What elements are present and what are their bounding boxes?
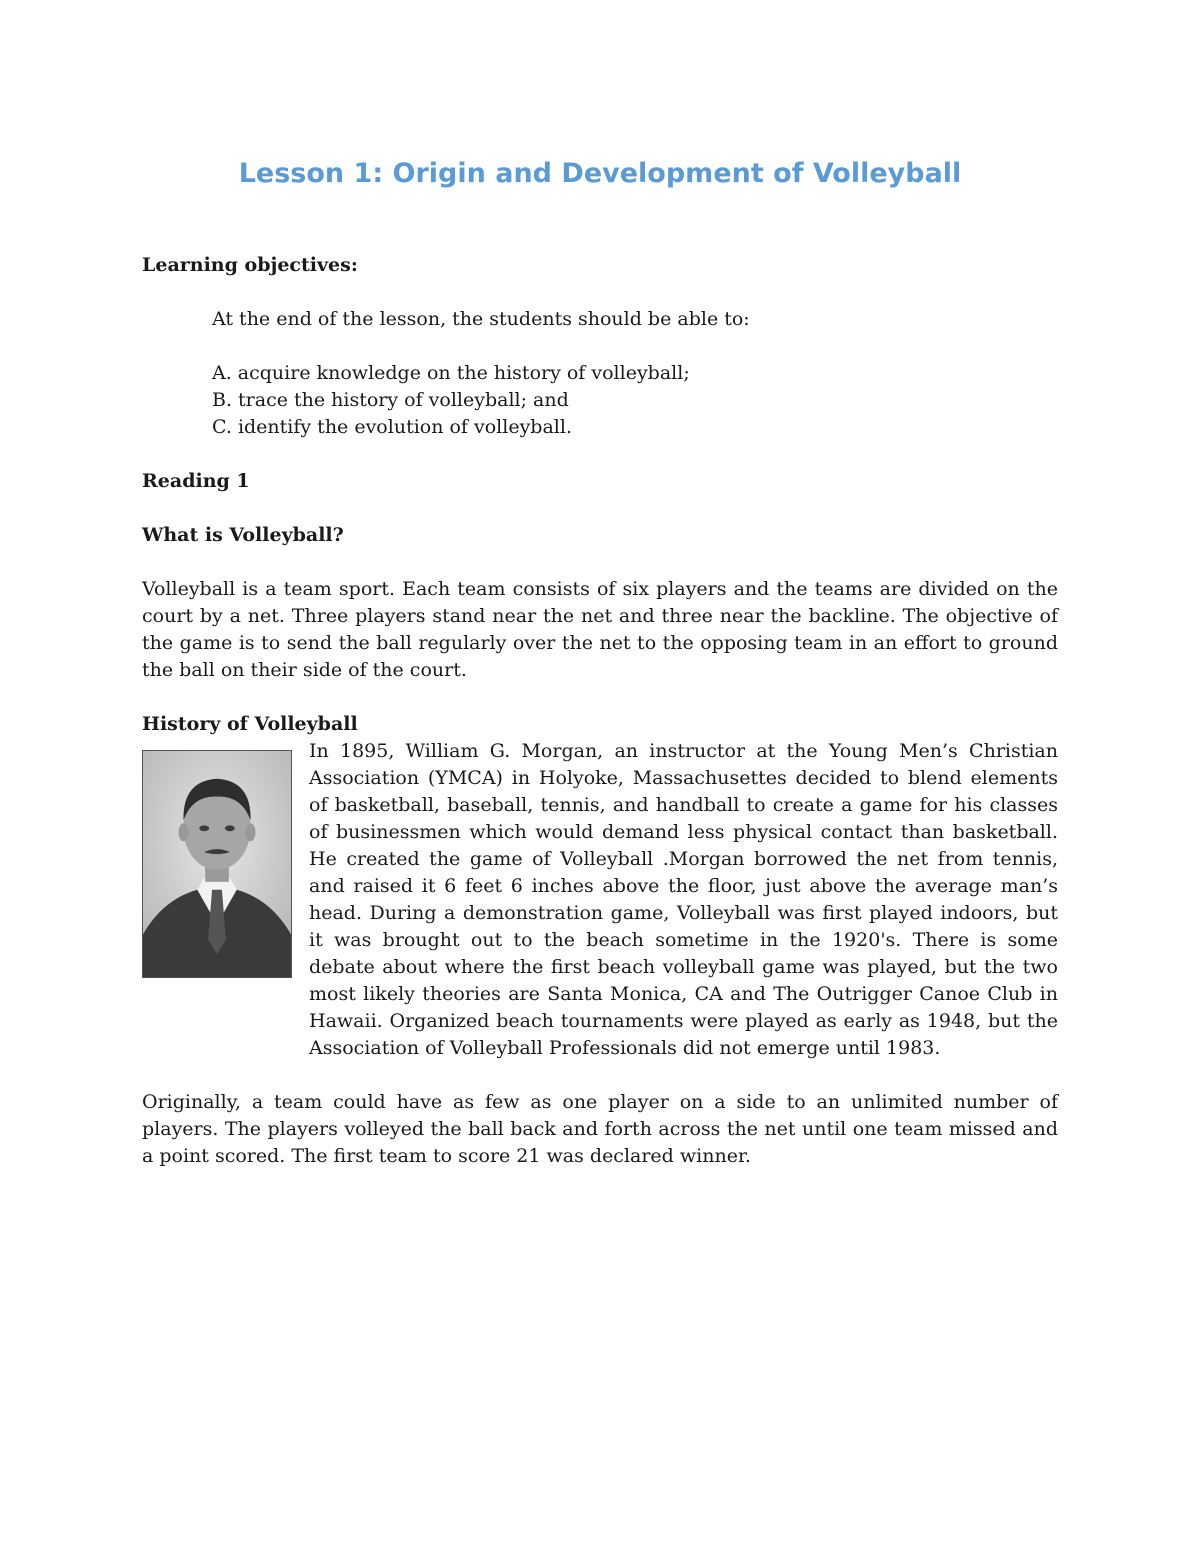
history-paragraph: In 1895, William G. Morgan, an instructor at the Young Men’s Christian Association (YMCA) in Holyoke, Massachusettes decided to blend elements of basketball, baseball, tennis, and handball to create a game for his classes of businessmen which would demand less physical contact than basketball. He created the game of Volleyball .Morgan borrowed the net from tennis, and raised it 6 feet 6 inches above the floor, just above the average man’s head. During a demonstration game, Volleyball was first played indoors, but it was brought out to the beach sometime in the 1920's. There is some debate about where the first beach volleyball game was played, but the two most likely theories are Santa Monica, CA and The Outrigger Canoe Club in Hawaii. Organized beach tournaments were played as early as 1948, but the Association of Volleyball Professionals did not emerge until 1983. [309, 740, 1058, 1059]
history-closing-paragraph: Originally, a team could have as few as one player on a side to an unlimited number of players. The players volleyed the ball back and forth across the net until one team missed and a point scored. The first team to score 21 was declared winner. [142, 1091, 1058, 1167]
document-body [142, 252, 1058, 1170]
history-section [142, 738, 1058, 1062]
portrait-image [143, 751, 291, 977]
objectives-list [142, 360, 1058, 441]
objective-item: C. identify the evolution of volleyball. [212, 416, 572, 438]
history-heading: History of Volleyball [142, 713, 358, 735]
william-morgan-portrait [142, 750, 292, 978]
objectives-heading: Learning objectives: [142, 254, 358, 276]
reading-label: Reading 1 [142, 470, 250, 492]
page-title: Lesson 1: Origin and Development of Volleyball [238, 158, 962, 189]
volleyball-definition: Volleyball is a team sport. Each team consists of six players and the teams are divided on the court by a net. Three players stand near the net and three near the backline. The objective of the game is to send the ball regularly over the net to the opposing team in an effort to ground the ball on their side of the court. [142, 578, 1058, 681]
what-is-volleyball-heading: What is Volleyball? [142, 524, 344, 546]
objective-item: A. acquire knowledge on the history of volleyball; [212, 362, 690, 384]
objective-item: B. trace the history of volleyball; and [212, 389, 569, 411]
objectives-intro: At the end of the lesson, the students should be able to: [212, 308, 750, 330]
